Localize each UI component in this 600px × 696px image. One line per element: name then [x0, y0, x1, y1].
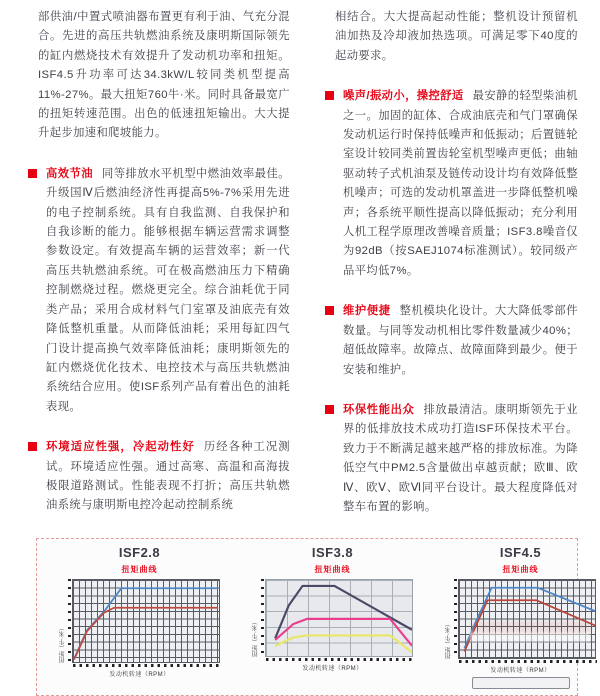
- y-axis-label: 扭矩（牛·米）: [446, 621, 452, 659]
- red-square-bullet-icon: [325, 91, 334, 100]
- chart-isf4-5: [429, 545, 600, 695]
- plot-row: [59, 579, 220, 663]
- chart-subtitle: 扭矩曲线: [121, 565, 158, 574]
- red-square-bullet-icon: [28, 442, 37, 451]
- left-column: [28, 8, 290, 517]
- plot-row: [252, 579, 413, 657]
- section-heading: 环境适应性强，冷起动性好: [46, 441, 195, 454]
- torque-curves: [73, 580, 219, 662]
- x-axis-label: 发动机转速（RPM）: [302, 666, 363, 672]
- y-axis-ticks: [68, 579, 71, 663]
- torque-plot: [265, 579, 413, 657]
- section-heading: 噪声/振动小，操控舒适: [343, 90, 464, 103]
- section-easy-maintenance: [325, 302, 578, 380]
- torque-curve-series-yellow: [275, 635, 412, 652]
- torque-curve-series-red: [464, 600, 595, 651]
- x-axis-label: 发动机转速（RPM）: [490, 668, 551, 674]
- intro-paragraph-right: 相结合。大大提高起动性能；整机设计预留机油加热及冷却液加热选项。可满足零下40度的起动要求。: [335, 11, 578, 62]
- red-square-bullet-icon: [325, 405, 334, 414]
- red-square-bullet-icon: [28, 169, 37, 178]
- chart-isf3-8: [236, 545, 429, 695]
- section-body: 历经各种工况测试。环境适应性强。通过高寒、高温和高海拔极限道路测试。性能表现不打折；高压共轨燃油系统与康明斯电控冷起动控制系统: [46, 441, 290, 512]
- torque-plot: [458, 579, 596, 659]
- section-fuel-efficiency: [28, 165, 290, 417]
- section-body: 整机模块化设计。大大降低零部件数量。与同等发动机相比零件数量减少40%；超低故障率。故障点、故障面降到最少。便于安装和维护。: [343, 305, 578, 376]
- section-body: 最安静的轻型柴油机之一。加固的缸体、合成油底壳和气门罩确保发动机运行时保持低噪声和低振动；后置链轮室设计较同类前置齿轮室机型噪声更低；曲轴驱动转子式机油泵及链传动设计均有效降低整机噪声；可选的发动机罩盖进一步降低整机噪声；各系统平顺性提高以降低振动；充分利用人机工程学原理改善噪音质量；ISF3.8噪音仅为92dB（按SAEJ1074标准测试）。较同级产品平均低7%。: [343, 90, 578, 277]
- legend-box: [472, 677, 570, 689]
- red-square-bullet-icon: [325, 306, 334, 315]
- section-low-noise: [325, 87, 578, 281]
- torque-charts-panel: [36, 538, 578, 696]
- section-body: 同等排放水平机型中燃油效率最佳。升级国Ⅳ后燃油经济性再提高5%-7%采用先进的电子控制系统。具有自我监测、自我保护和自我诊断的能力。能够根据车辆运营需求调整参数设定。有效提高车辆的运营效率；新一代高压共轨燃油系统。可在极高燃油压力下精确控制燃烧过程。燃烧更完全。综合油耗优于同类产品；采用合成材料气门室罩及油底壳有效降低整机重量。从而降低油耗；采用每缸四气门设计提高换气效率降低油耗；康明斯领先的缸内燃烧优化技术、电控技术与高压共轨燃油系统结合应用。使ISF系列产品有着出色的油耗表现。: [46, 167, 290, 413]
- plot-row: [445, 579, 596, 659]
- chart-title: ISF3.8: [311, 545, 354, 560]
- section-heading: 环保性能出众: [343, 403, 415, 416]
- section-environment-adaptability: [28, 438, 290, 516]
- section-heading: 高效节油: [46, 167, 94, 180]
- intro-paragraph-left: 部供油/中置式喷油器布置更有利于油、气充分混合。先进的高压共轨燃油系统及康明斯国际领先的缸内燃烧技术有效提升了发动机功率和扭矩。ISF4.5升功率可达34.3kW/L较同类机型提高11%-27%。最大扭矩760牛·米。同时具备最宽广的扭矩转速范围。出色的低速扭矩输出。大大提升起步加速和爬坡能力。: [38, 11, 290, 140]
- torque-curve-series-blue: [74, 588, 218, 659]
- y-axis-label: 扭矩（牛·米）: [253, 619, 259, 657]
- y-axis-ticks: [454, 579, 457, 659]
- x-axis-ticks: [459, 660, 597, 663]
- right-column: [325, 8, 578, 517]
- x-axis-label: 发动机转速（RPM）: [109, 672, 170, 678]
- y-axis-label: 扭矩（牛·米）: [60, 625, 66, 663]
- torque-curve-series-magenta: [275, 619, 412, 646]
- torque-curve-series-blue: [464, 588, 595, 649]
- torque-curve-series-red: [74, 608, 218, 660]
- torque-curve-series-navy: [275, 586, 412, 638]
- y-axis-ticks: [261, 579, 264, 657]
- x-axis-ticks: [266, 658, 414, 661]
- chart-subtitle: 扭矩曲线: [314, 565, 351, 574]
- chart-title: ISF2.8: [118, 545, 161, 560]
- torque-curves: [459, 580, 595, 658]
- section-heading: 维护便捷: [343, 305, 391, 318]
- torque-curves: [266, 580, 412, 656]
- section-emissions: [325, 401, 578, 517]
- chart-title: ISF4.5: [499, 545, 542, 560]
- torque-plot: [72, 579, 220, 663]
- chart-isf2-8: [43, 545, 236, 695]
- section-body: 排放最清洁。康明斯领先于业界的低排放技术成功打造ISF环保技术平台。致力于不断满足越来越严格的排放标准。为降低空气中PM2.5含量做出卓越贡献；欧Ⅲ、欧Ⅳ、欧Ⅴ、欧Ⅵ同平台设计。最大程度降低对整车布置的影响。: [343, 403, 578, 513]
- chart-subtitle: 扭矩曲线: [502, 565, 539, 574]
- x-axis-ticks: [73, 664, 221, 667]
